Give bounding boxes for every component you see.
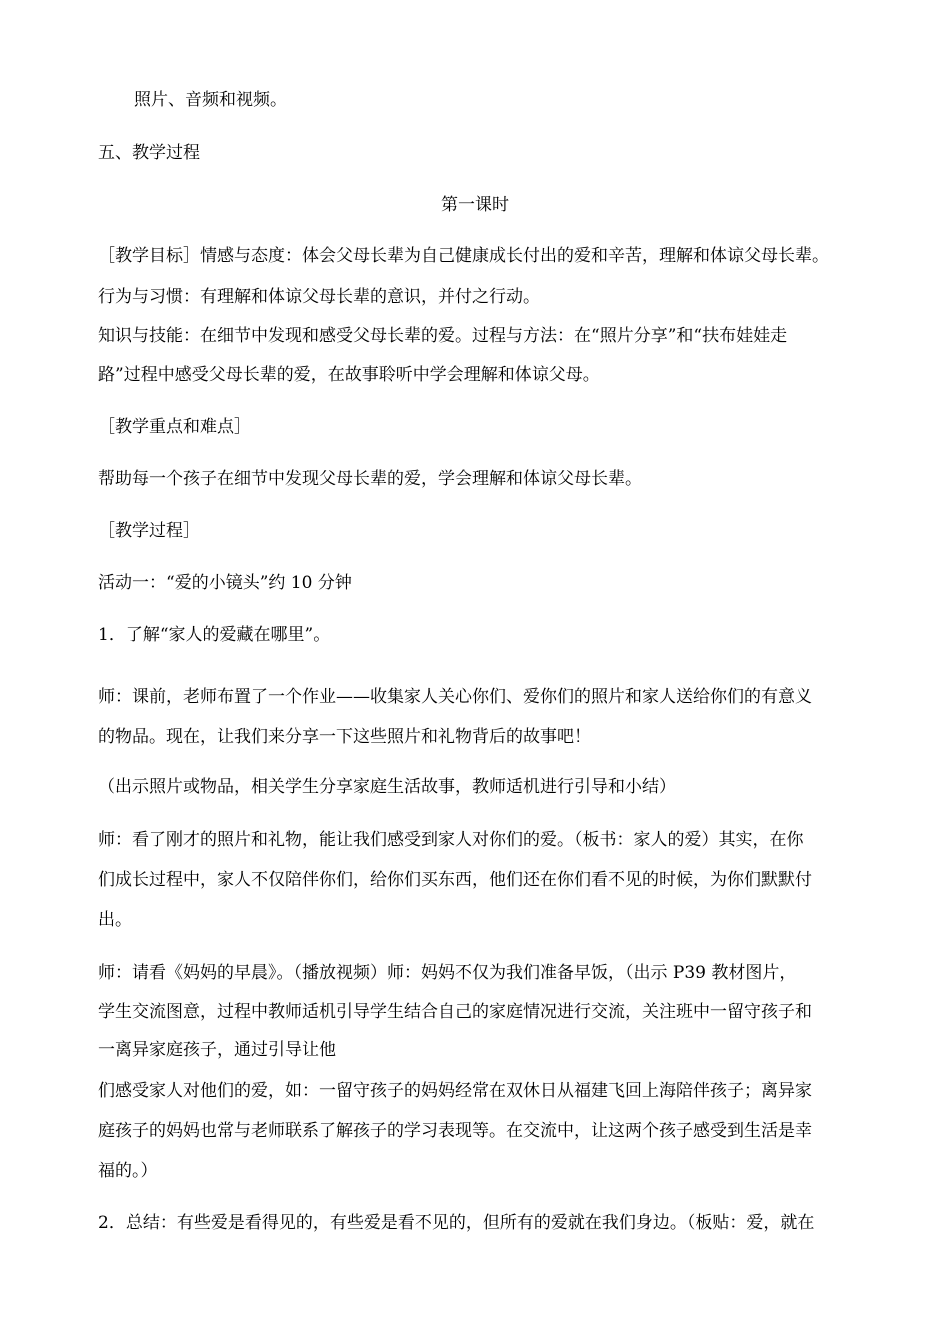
text-line: 路”过程中感受父母长辈的爱，在故事聆听中学会理解和体谅父母。 — [98, 365, 600, 385]
text-line: 出。 — [98, 910, 132, 930]
text-line: 们成长过程中，家人不仅陪伴你们，给你们买东西，他们还在你们看不见的时候，为你们默默付 — [98, 870, 812, 890]
lesson-title: 第一课时 — [441, 195, 509, 215]
text-line: 庭孩子的妈妈也常与老师联系了解孩子的学习表现等。在交流中，让这两个孩子感受到生活是幸 — [98, 1121, 812, 1141]
text-line: （出示照片或物品，相关学生分享家庭生活故事，教师适机进行引导和小结） — [98, 777, 676, 797]
text-line: 的物品。现在，让我们来分享一下这些照片和礼物背后的故事吧！ — [98, 727, 591, 747]
activity-title: 活动一：“爱的小镜头”约 10 分钟 — [98, 573, 352, 593]
text-line: 帮助每一个孩子在细节中发现父母长辈的爱，学会理解和体谅父母长辈。 — [98, 469, 642, 489]
subheading: ［教学重点和难点］ — [98, 417, 251, 437]
text-line: 学生交流图意，过程中教师适机引导学生结合自己的家庭情况进行交流，关注班中一留守孩子和 — [98, 1002, 812, 1022]
text-line: 行为与习惯：有理解和体谅父母长辈的意识，并付之行动。 — [98, 287, 540, 307]
text-line: 师：请看《妈妈的早晨》。（播放视频）师：妈妈不仅为我们准备早饭，（出示 P39 教材图片， — [98, 963, 797, 983]
text-line: 师：课前，老师布置了一个作业——收集家人关心你们、爱你们的照片和家人送给你们的有意义 — [98, 687, 812, 707]
text-line: 2．总结：有些爱是看得见的，有些爱是看不见的，但所有的爱就在我们身边。（板贴：爱，就在 — [98, 1213, 815, 1233]
text-line: 们感受家人对他们的爱，如：一留守孩子的妈妈经常在双休日从福建飞回上海陪伴孩子；离异家 — [98, 1081, 812, 1101]
text-line: 福的。） — [98, 1161, 158, 1181]
text-line: 师：看了刚才的照片和礼物，能让我们感受到家人对你们的爱。（板书：家人的爱）其实，在你 — [98, 830, 804, 850]
text-line: 1．了解“家人的爱藏在哪里”。 — [98, 625, 331, 645]
text-line: 照片、音频和视频。 — [134, 90, 287, 110]
subheading: ［教学过程］ — [98, 521, 200, 541]
text-line: ［教学目标］情感与态度：体会父母长辈为自己健康成长付出的爱和辛苦，理解和体谅父母长辈。 — [98, 246, 829, 266]
text-line: 一离异家庭孩子，通过引导让他 — [98, 1040, 336, 1060]
text-line: 知识与技能：在细节中发现和感受父母长辈的爱。过程与方法：在“照片分享”和“扶布娃娃走 — [98, 326, 788, 346]
section-heading: 五、教学过程 — [98, 143, 200, 163]
